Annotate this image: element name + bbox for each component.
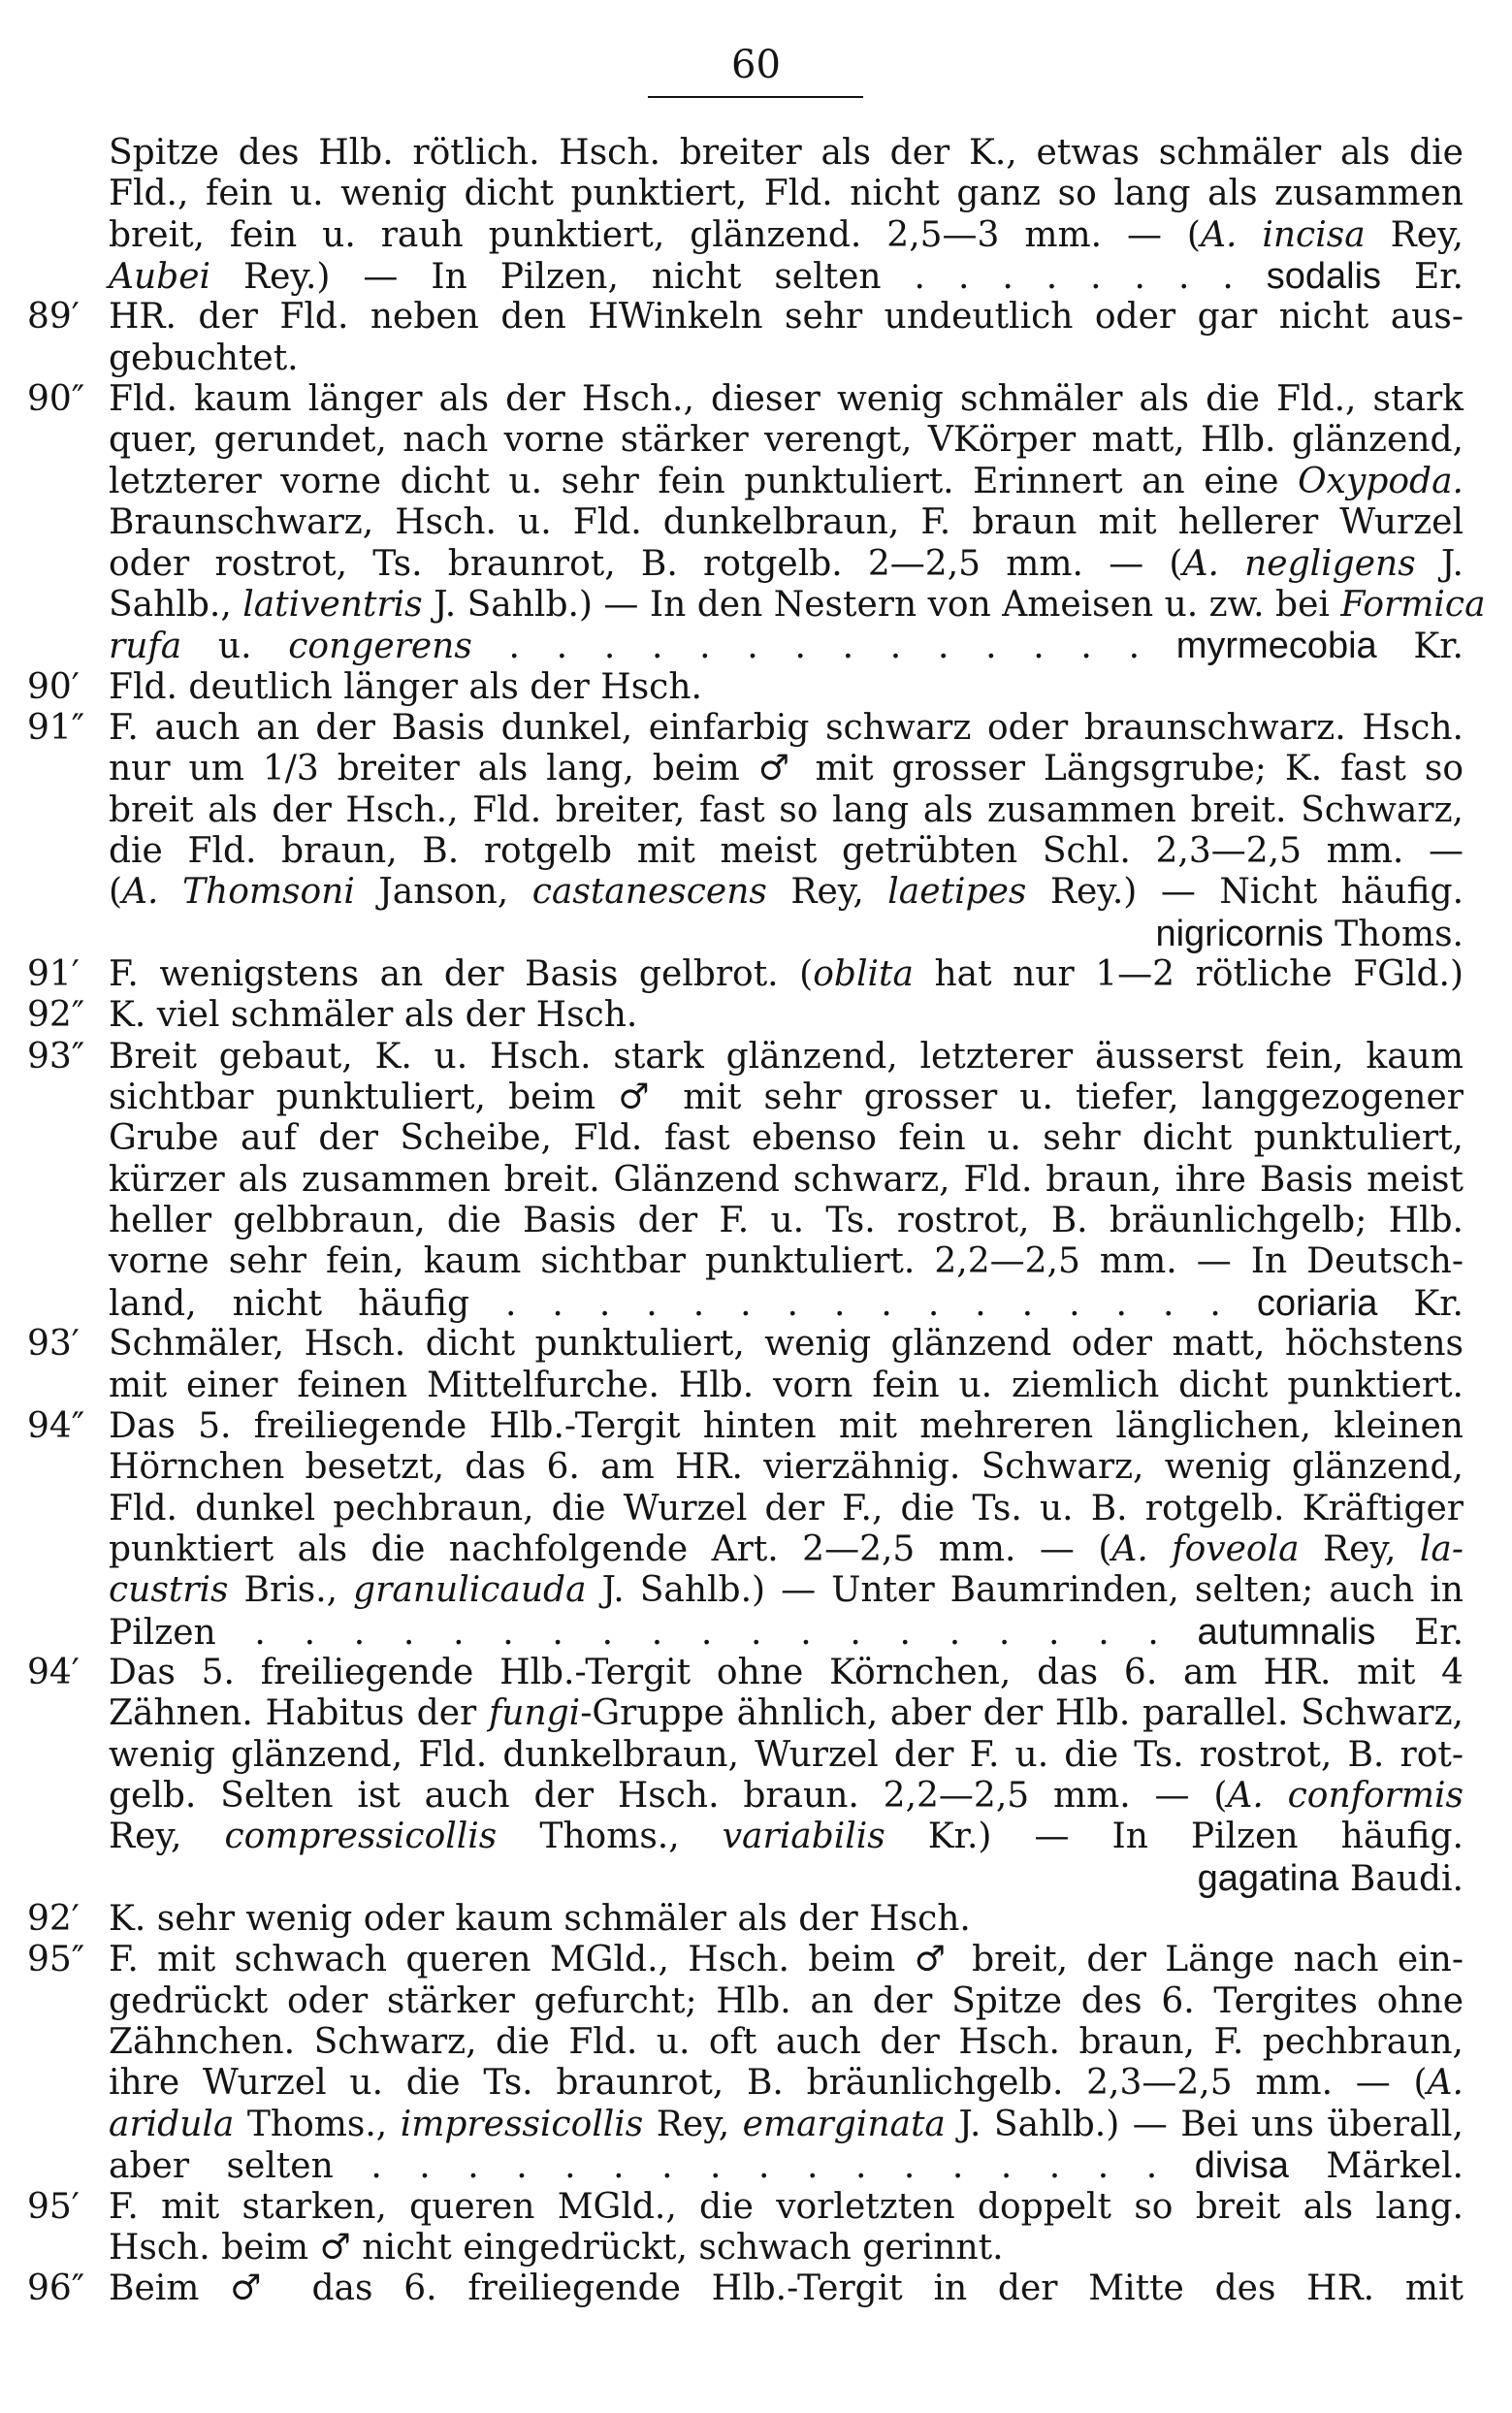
text-run: F. mit schwach queren MGld., Hsch. beim ♂ breit, der Länge nach ein-	[109, 1940, 1464, 1980]
line-text	[109, 1199, 1464, 1243]
italic-taxon: fungi	[488, 1693, 581, 1734]
text-run: Fld. deutlich länger als der Hsch.	[109, 666, 702, 707]
text-line	[0, 870, 1512, 915]
italic-taxon: A. incisa	[1200, 214, 1366, 255]
line-text	[109, 1979, 1464, 2024]
text-run: Bris.,	[228, 1570, 354, 1611]
italic-taxon: A. conformis	[1227, 1776, 1464, 1816]
text-line	[0, 213, 1512, 258]
text-run: gedrückt oder stärker gefurcht; Hlb. an der Spitze des 6. Tergites ohne	[109, 1980, 1464, 2021]
text-run: . . . . . . . . . . . . . .	[471, 627, 1176, 667]
line-text	[109, 1445, 1464, 1490]
text-run: -Gruppe ähnlich, aber der Hlb. parallel. Schwarz,	[580, 1693, 1464, 1734]
text-run: Braunschwarz, Hsch. u. Fld. dunkelbraun, F. braun mit hellerer Wurzel	[109, 502, 1464, 543]
line-text	[109, 1364, 1464, 1408]
text-run: Das 5. freiliegende Hlb.-Tergit hinten mit mehreren länglichen, kleinen	[109, 1405, 1464, 1446]
text-run: Zähnchen. Schwarz, die Fld. u. oft auch der Hsch. braun, F. pechbraun,	[109, 2022, 1464, 2063]
text-run: Thoms.,	[234, 2104, 401, 2144]
text-line	[0, 131, 1512, 176]
text-run: mit einer feinen Mittelfurche. Hlb. vorn fein u. ziemlich dicht punktiert.	[109, 1365, 1464, 1405]
line-text	[109, 418, 1464, 463]
text-run: Grube auf der Scheibe, Fld. fast ebenso fein u. sehr dicht punktuliert,	[109, 1118, 1464, 1159]
line-text	[109, 1528, 1464, 1572]
italic-taxon: A. Thomsoni	[122, 872, 355, 913]
italic-taxon: oblita	[813, 954, 914, 994]
text-run: F. wenigstens an der Basis gelbrot. (	[109, 954, 814, 994]
text-line	[0, 1856, 1512, 1901]
couplet-number: 94′	[27, 1652, 80, 1692]
text-run: nur um 1/3 breiter als lang, beim ♂ mit grosser Längsgrube; K. fast so	[109, 749, 1464, 789]
text-run: gelb. Selten ist auch der Hsch. braun. 2,2—2,5 mm. — (	[109, 1776, 1228, 1816]
italic-taxon: A.	[1427, 2063, 1464, 2104]
line-text	[109, 213, 1464, 258]
text-run: u.	[181, 627, 289, 667]
line-text	[109, 377, 1464, 422]
text-line	[0, 418, 1512, 463]
text-run: Sahlb.,	[109, 584, 243, 625]
text-run: oder rostrot, Ts. braunrot, B. rotgelb. 2—2,5 mm. — (	[109, 543, 1183, 584]
text-line	[0, 624, 1512, 668]
text-run: Kr.	[1376, 627, 1464, 667]
text-run: Rey.) — Nicht häufig.	[1026, 872, 1464, 913]
text-run: breit als der Hsch., Fld. breiter, fast so lang als zusammen breit. Schwarz,	[109, 789, 1464, 830]
line-text	[109, 583, 1486, 627]
text-line	[0, 295, 1512, 339]
text-run: Das 5. freiliegende Hlb.-Tergit ohne Körnchen, das 6. am HR. mit 4	[109, 1652, 1464, 1692]
species-name: autumnalis	[1197, 1611, 1376, 1653]
text-line	[0, 337, 1512, 381]
text-run: Hörnchen besetzt, das 6. am HR. vierzähnig. Schwarz, wenig glänzend,	[109, 1447, 1464, 1488]
italic-taxon: variabilis	[722, 1817, 885, 1857]
italic-taxon: emarginata	[742, 2104, 946, 2144]
text-line	[0, 1199, 1512, 1243]
text-run: J. Sahlb.) — Bei uns überall,	[945, 2104, 1464, 2144]
text-line	[0, 747, 1512, 791]
text-run: J. Sahlb.) — Unter Baumrinden, selten; auch in	[586, 1570, 1464, 1611]
text-run: Beim ♂ das 6. freiliegende Hlb.-Tergit in der Mitte des HR. mit	[109, 2268, 1464, 2309]
text-run: Märkel.	[1288, 2146, 1464, 2187]
line-text	[109, 870, 1464, 915]
text-line	[0, 1897, 1512, 1942]
line-text	[109, 1897, 1464, 1942]
text-run: Breit gebaut, K. u. Hsch. stark glänzend, letzterer äusserst fein, kaum	[109, 1036, 1464, 1077]
text-run: F. mit starken, queren MGld., die vorletzten doppelt so breit als lang.	[109, 2186, 1464, 2227]
text-line	[0, 1035, 1512, 1079]
line-text	[109, 993, 1464, 1038]
couplet-number: 95″	[27, 1940, 85, 1980]
couplet-number: 89′	[27, 297, 80, 338]
page-number: 60	[731, 43, 781, 87]
text-line	[0, 2267, 1512, 2311]
line-text	[109, 1691, 1464, 1736]
line-text	[109, 1487, 1464, 1531]
text-run: quer, gerundet, nach vorne stärker verengt, VKörper matt, Hlb. glänzend,	[109, 420, 1464, 461]
text-run: J. Sahlb.) — In den Nestern von Ameisen u. zw. bei	[422, 584, 1341, 625]
text-line	[0, 1691, 1512, 1736]
text-line	[0, 1487, 1512, 1531]
text-run: J.	[1415, 543, 1464, 584]
text-line	[0, 1733, 1512, 1778]
italic-taxon: la-	[1419, 1528, 1464, 1569]
line-text	[109, 131, 1464, 176]
couplet-number: 94″	[27, 1405, 85, 1446]
line-text	[109, 1733, 1464, 1778]
text-line	[0, 500, 1512, 545]
text-line	[0, 2143, 1512, 2188]
line-text	[109, 172, 1464, 216]
text-run: heller gelbbraun, die Basis der F. u. Ts. rostrot, B. bräunlichgelb; Hlb.	[109, 1201, 1464, 1241]
text-line	[0, 1815, 1512, 1859]
text-line	[0, 1979, 1512, 2024]
header-rule	[648, 96, 863, 98]
text-run: ihre Wurzel u. die Ts. braunrot, B. bräunlichgelb. 2,3—2,5 mm. — (	[109, 2063, 1428, 2104]
text-line	[0, 542, 1512, 587]
text-run: F. auch an der Basis dunkel, einfarbig schwarz oder braunschwarz. Hsch.	[109, 707, 1464, 748]
species-name: nigricornis	[1155, 913, 1324, 954]
line-text	[109, 2267, 1464, 2311]
line-text	[109, 2226, 1464, 2270]
text-run: land, nicht häufig . . . . . . . . . . . . . . . .	[109, 1283, 1257, 1324]
couplet-number: 95′	[27, 2186, 80, 2227]
couplet-number: 93″	[27, 1036, 85, 1077]
italic-taxon: castanescens	[531, 872, 767, 913]
text-run: Er.	[1381, 257, 1464, 298]
text-line	[0, 254, 1512, 299]
text-run: Zähnen. Habitus der	[109, 1693, 489, 1734]
couplet-number: 96″	[27, 2268, 85, 2309]
line-text	[109, 665, 1464, 710]
text-line	[0, 2103, 1512, 2147]
line-text	[109, 542, 1464, 587]
text-line	[0, 583, 1512, 627]
text-run: Fld., fein u. wenig dicht punktiert, Fld. nicht ganz so lang als zusammen	[109, 174, 1464, 214]
line-text	[109, 706, 1464, 751]
italic-taxon: congerens	[288, 627, 472, 667]
species-name: coriaria	[1256, 1282, 1378, 1324]
text-line	[0, 1076, 1512, 1120]
text-run: gebuchtet.	[109, 338, 299, 378]
couplet-number: 92″	[27, 995, 85, 1036]
text-line	[0, 993, 1512, 1038]
line-text	[109, 1568, 1464, 1613]
text-run: letzterer vorne dicht u. sehr fein punktuliert. Erinnert an eine	[109, 461, 1299, 501]
text-run: Hsch. beim ♂ nicht eingedrückt, schwach gerinnt.	[109, 2227, 1004, 2268]
line-text	[109, 1076, 1464, 1120]
line-text	[109, 1158, 1464, 1203]
text-run: HR. der Fld. neben den HWinkeln sehr undeutlich oder gar nicht aus-	[109, 297, 1464, 338]
line-text	[109, 1610, 1464, 1656]
text-run: Er.	[1375, 1612, 1464, 1653]
text-line	[0, 1239, 1512, 1284]
text-run: Rey,	[1299, 1528, 1420, 1569]
line-text	[109, 1322, 1464, 1367]
italic-taxon: aridula	[109, 2104, 235, 2144]
italic-taxon: lativentris	[242, 584, 423, 625]
text-line	[0, 1404, 1512, 1449]
italic-taxon: Aubei	[109, 257, 211, 298]
text-run: hat nur 1—2 rötliche FGld.)	[913, 954, 1464, 994]
text-line	[0, 460, 1512, 504]
text-line	[0, 1364, 1512, 1408]
text-run: die Fld. braun, B. rotgelb mit meist getrübten Schl. 2,3—2,5 mm. —	[109, 830, 1464, 871]
text-run: K. viel schmäler als der Hsch.	[109, 995, 638, 1036]
text-run: Kr.	[1377, 1283, 1464, 1324]
line-text	[109, 1035, 1464, 1079]
text-run: Thoms.,	[497, 1817, 723, 1857]
line-text	[109, 912, 1464, 957]
text-line	[0, 2020, 1512, 2065]
italic-taxon: A. negligens	[1182, 543, 1416, 584]
text-run: Rey.) — In Pilzen, nicht selten . . . . . . . .	[210, 257, 1267, 298]
line-text	[109, 1239, 1464, 1284]
line-text	[109, 1651, 1464, 1695]
text-run: kürzer als zusammen breit. Glänzend schwarz, Fld. braun, ihre Basis meist	[109, 1159, 1464, 1200]
text-run: Pilzen . . . . . . . . . . . . . . . . . . .	[109, 1612, 1198, 1653]
line-text	[109, 2020, 1464, 2065]
line-text	[109, 2061, 1464, 2106]
text-line	[0, 788, 1512, 833]
italic-taxon: custris	[109, 1570, 229, 1611]
text-line	[0, 1610, 1512, 1655]
text-line	[0, 706, 1512, 751]
line-text	[109, 2103, 1464, 2147]
line-text	[109, 2143, 1464, 2189]
line-text	[109, 1938, 1464, 1982]
text-line	[0, 1651, 1512, 1695]
line-text	[109, 1815, 1464, 1859]
text-line	[0, 1938, 1512, 1982]
text-run: Rey,	[109, 1817, 225, 1857]
text-run: K. sehr wenig oder kaum schmäler als der Hsch.	[109, 1899, 971, 1940]
line-text	[109, 337, 1464, 381]
italic-taxon: compressicollis	[224, 1817, 498, 1857]
text-run: Fld. dunkel pechbraun, die Wurzel der F., die Ts. u. B. rotgelb. Kräftiger	[109, 1488, 1464, 1528]
text-line	[0, 1281, 1512, 1326]
couplet-number: 92′	[27, 1899, 80, 1940]
couplet-number: 93′	[27, 1324, 80, 1365]
text-line	[0, 2061, 1512, 2106]
text-run: breit, fein u. rauh punktiert, glänzend. 2,5—3 mm. — (	[109, 214, 1201, 255]
line-text	[109, 2185, 1464, 2230]
couplet-number: 90′	[27, 666, 80, 707]
text-line	[0, 2185, 1512, 2230]
text-run: Spitze des Hlb. rötlich. Hsch. breiter als der K., etwas schmäler als die	[109, 133, 1464, 173]
line-text	[109, 1116, 1464, 1161]
species-name: gagatina	[1197, 1857, 1339, 1899]
text-line	[0, 1568, 1512, 1613]
text-run: Rey,	[643, 2104, 743, 2144]
text-line	[0, 1322, 1512, 1367]
text-run: aber selten . . . . . . . . . . . . . . . . .	[109, 2146, 1195, 2187]
text-line	[0, 2226, 1512, 2270]
couplet-number: 90″	[27, 379, 85, 420]
line-text	[109, 788, 1464, 833]
italic-taxon: granulicauda	[353, 1570, 587, 1611]
text-run: Thoms.	[1323, 914, 1464, 954]
text-run: Kr.) — In Pilzen häufig.	[885, 1817, 1464, 1857]
text-run: Schmäler, Hsch. dicht punktuliert, wenig glänzend oder matt, höchstens	[109, 1324, 1464, 1365]
species-name: divisa	[1194, 2145, 1289, 2187]
italic-taxon: Oxypoda.	[1298, 461, 1464, 501]
line-text	[109, 1404, 1464, 1449]
line-text	[109, 1281, 1464, 1327]
text-line	[0, 952, 1512, 997]
line-text	[109, 1774, 1464, 1818]
text-run: sichtbar punktuliert, beim ♂ mit sehr grosser u. tiefer, langgezogener	[109, 1078, 1464, 1118]
text-line	[0, 1528, 1512, 1572]
text-run: Fld. kaum länger als der Hsch., dieser wenig schmäler als die Fld., stark	[109, 379, 1464, 420]
species-name: myrmecobia	[1175, 626, 1377, 667]
line-text	[109, 747, 1464, 791]
line-text	[109, 254, 1464, 300]
text-line	[0, 829, 1512, 874]
text-line	[0, 665, 1512, 710]
text-line	[0, 1116, 1512, 1161]
text-line	[0, 912, 1512, 956]
line-text	[109, 952, 1464, 997]
line-text	[109, 460, 1464, 504]
text-run: vorne sehr fein, kaum sichtbar punktuliert. 2,2—2,5 mm. — In Deutsch-	[109, 1241, 1464, 1282]
italic-taxon: Formica	[1340, 584, 1486, 625]
text-run: (	[109, 872, 123, 913]
text-line	[0, 1774, 1512, 1818]
line-text	[109, 1856, 1464, 1902]
italic-taxon: impressicollis	[400, 2104, 644, 2144]
text-run: wenig glänzend, Fld. dunkelbraun, Wurzel der F. u. die Ts. rostrot, B. rot-	[109, 1734, 1464, 1775]
text-run: Baudi.	[1338, 1858, 1464, 1899]
species-name: sodalis	[1266, 256, 1382, 298]
line-text	[109, 500, 1464, 545]
couplet-number: 91′	[27, 954, 80, 994]
text-run: punktiert als die nachfolgende Art. 2—2,5 mm. — (	[109, 1528, 1112, 1569]
text-run: Janson,	[354, 872, 532, 913]
text-run: Rey,	[1365, 214, 1464, 255]
text-run: Rey,	[766, 872, 888, 913]
italic-taxon: A. foveola	[1111, 1528, 1300, 1569]
text-line	[0, 1158, 1512, 1203]
text-line	[0, 377, 1512, 422]
line-text	[109, 829, 1464, 874]
italic-taxon: laetipes	[887, 872, 1027, 913]
italic-taxon: rufa	[109, 627, 182, 667]
text-line	[0, 172, 1512, 216]
line-text	[109, 295, 1464, 339]
couplet-number: 91″	[27, 707, 85, 748]
text-line	[0, 1445, 1512, 1490]
line-text	[109, 624, 1464, 669]
